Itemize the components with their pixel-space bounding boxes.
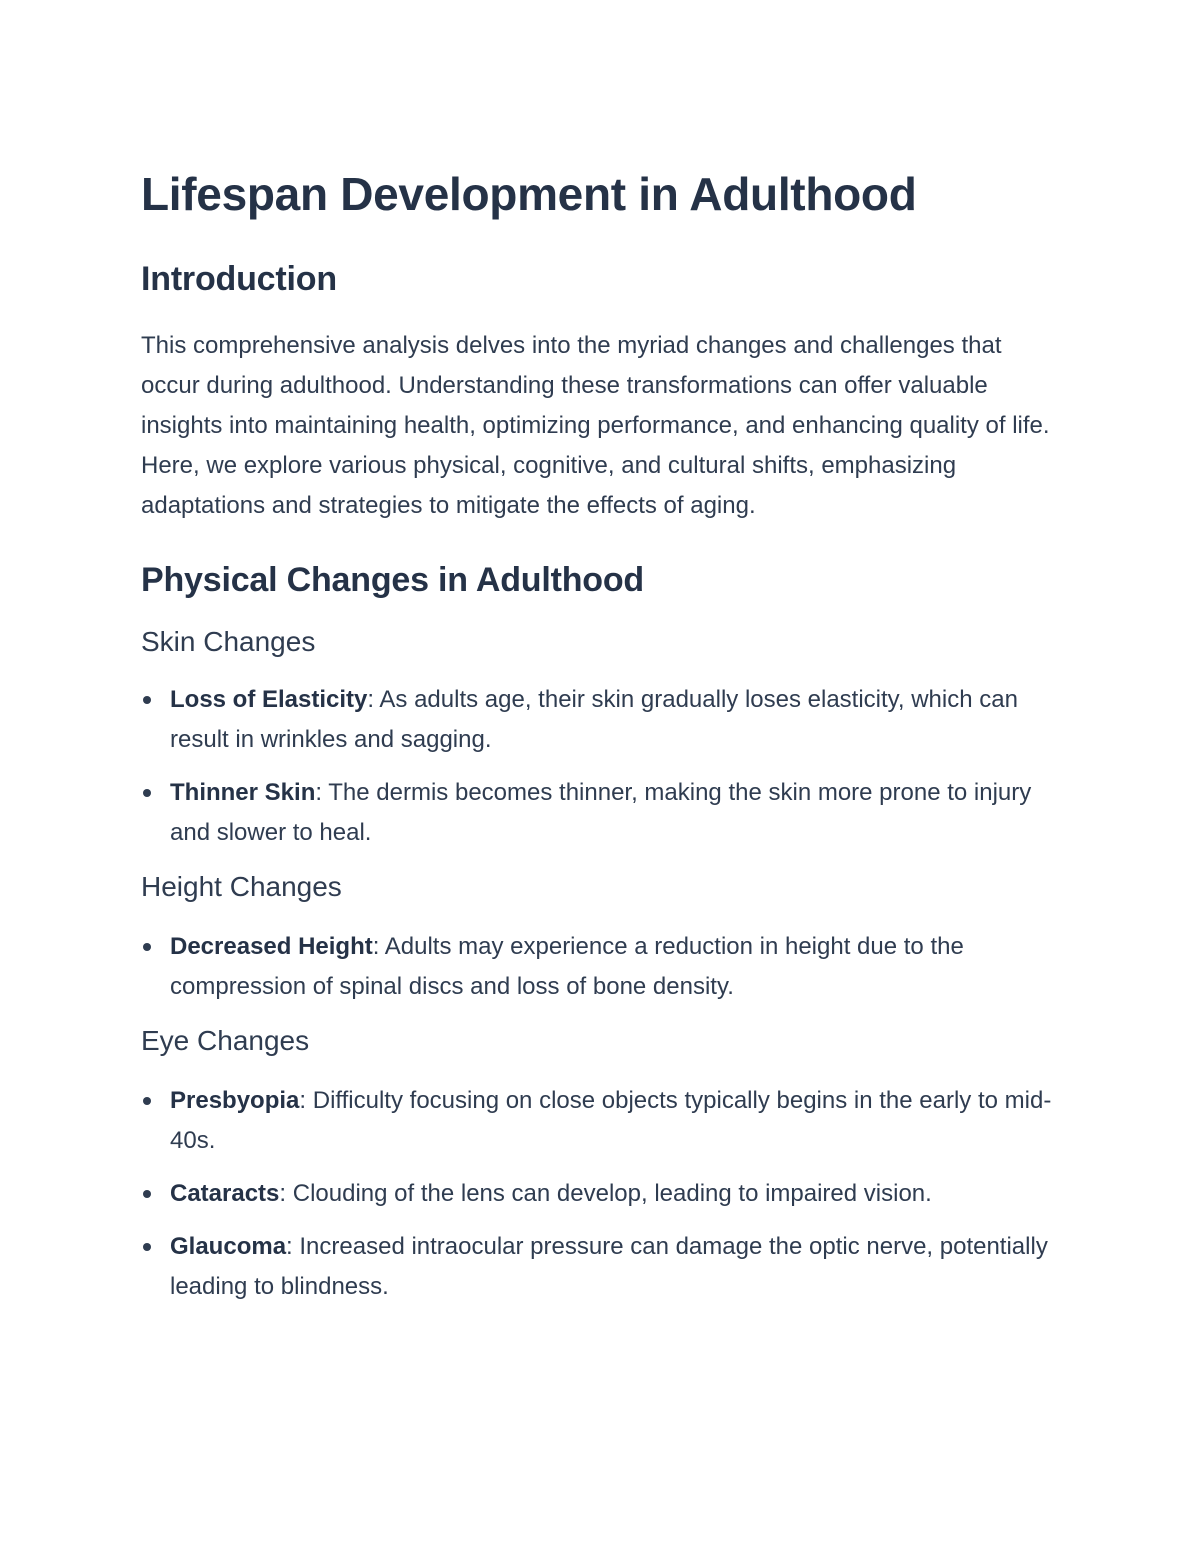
list-item-separator: : — [372, 933, 380, 960]
skin-changes-list — [141, 680, 1061, 853]
bullet-icon — [143, 1190, 151, 1198]
page-title: Lifespan Development in Adulthood — [141, 168, 917, 220]
list-item-separator: : — [299, 1087, 307, 1114]
height-changes-heading: Height Changes — [141, 871, 342, 902]
height-changes-list — [141, 927, 1061, 1007]
list-item — [141, 1174, 1061, 1214]
list-item — [141, 1081, 1061, 1161]
bullet-icon — [143, 943, 151, 951]
introduction-paragraph: This comprehensive analysis delves into the myriad changes and challenges that occur during adulthood. Understanding these transformations can offer valuable insights into maintaining health, optimizing performance, and enhancing quality of life. Here, we explore various physical, cognitive, and cultural shifts, emphasizing adaptations and strategies to mitigate the effects of aging. — [141, 332, 1050, 519]
bullet-icon — [143, 696, 151, 704]
bullet-icon — [143, 789, 151, 797]
list-item-term: Loss of Elasticity — [170, 686, 368, 713]
physical-changes-heading: Physical Changes in Adulthood — [141, 561, 644, 599]
document-page — [141, 166, 1061, 1307]
list-item-text: As adults age, their skin gradually loses elasticity, which can result in wrinkles and sagging. — [170, 686, 1018, 753]
list-item — [141, 1227, 1061, 1307]
list-item — [141, 927, 1061, 1007]
list-item-text: Increased intraocular pressure can damage the optic nerve, potentially leading to blindness. — [170, 1233, 1048, 1300]
bullet-icon — [143, 1243, 151, 1251]
eye-changes-list — [141, 1081, 1061, 1307]
list-item-separator: : — [367, 686, 375, 713]
list-item-text: Difficulty focusing on close objects typically begins in the early to mid-40s. — [170, 1087, 1052, 1154]
list-item-term: Thinner Skin — [170, 779, 316, 806]
skin-changes-heading: Skin Changes — [141, 626, 316, 657]
introduction-heading: Introduction — [141, 260, 337, 298]
list-item-text: Clouding of the lens can develop, leading to impaired vision. — [286, 1180, 932, 1207]
bullet-icon — [143, 1097, 151, 1105]
list-item-term: Cataracts — [170, 1180, 280, 1207]
list-item-term: Glaucoma — [170, 1233, 287, 1260]
list-item-term: Decreased Height — [170, 933, 373, 960]
list-item-text: The dermis becomes thinner, making the skin more prone to injury and slower to heal. — [170, 779, 1032, 846]
list-item-term: Presbyopia — [170, 1087, 300, 1114]
list-item-separator: : — [286, 1233, 293, 1260]
list-item-separator: : — [279, 1180, 287, 1207]
eye-changes-heading: Eye Changes — [141, 1025, 310, 1056]
list-item — [141, 773, 1061, 853]
list-item-separator: : — [315, 779, 323, 806]
list-item — [141, 680, 1061, 760]
list-item-text: Adults may experience a reduction in height due to the compression of spinal discs and loss of bone density. — [170, 933, 964, 1000]
